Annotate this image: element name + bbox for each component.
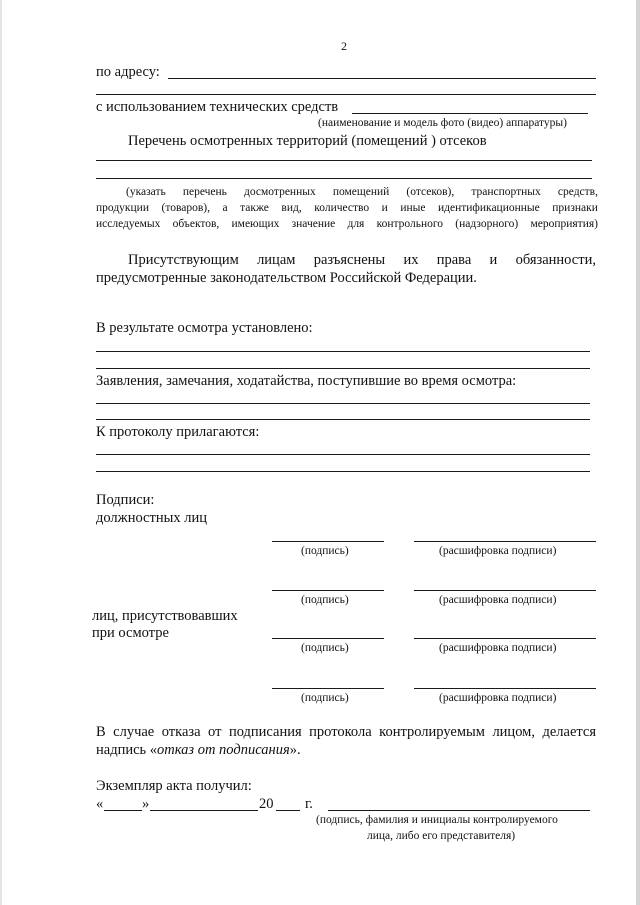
- tech-means-line: [352, 113, 588, 114]
- result-label: В результате осмотра установлено:: [96, 320, 313, 336]
- inspected-hint-line-1: (указать перечень досмотренных помещений (отсеков), транспортных средств,: [126, 186, 598, 198]
- date-open-quote: «: [96, 796, 104, 812]
- date-close-quote: »: [142, 796, 150, 812]
- refusal-phrase: отказ от подписания: [157, 742, 290, 758]
- address-line-1: [168, 78, 596, 79]
- attachments-line-1: [96, 454, 590, 455]
- refusal-paragraph-line-1: В случае отказа от подписания протокола контролируемым лицом, делается: [96, 724, 596, 740]
- decoding-line-4: [414, 688, 596, 689]
- result-line-2: [96, 368, 590, 369]
- tech-means-hint: (наименование и модель фото (видео) аппаратуры): [318, 117, 567, 129]
- inspected-line-2: [96, 178, 592, 179]
- decoding-line-1: [414, 541, 596, 542]
- recipient-hint-line-1: (подпись, фамилия и инициалы контролируемого: [316, 814, 558, 826]
- officials-label: должностных лиц: [96, 510, 207, 526]
- attachments-label: К протоколу прилагаются:: [96, 424, 260, 440]
- signature-hint-3: (подпись): [301, 642, 349, 654]
- statements-line-1: [96, 403, 590, 404]
- page-number: 2: [341, 39, 347, 53]
- statements-label: Заявления, замечания, ходатайства, поступившие во время осмотра:: [96, 373, 517, 389]
- decoding-line-2: [414, 590, 596, 591]
- rights-paragraph-line-2: предусмотренные законодательством Российской Федерации.: [96, 270, 477, 286]
- statements-line-2: [96, 419, 590, 420]
- recipient-hint-line-2: лица, либо его представителя): [367, 830, 516, 842]
- signature-hint-1: (подпись): [301, 545, 349, 557]
- signature-line-1: [272, 541, 384, 542]
- scan-left-edge: [0, 0, 2, 905]
- recipient-signature-line: [328, 810, 590, 811]
- decoding-hint-1: (расшифровка подписи): [439, 545, 557, 557]
- signature-line-3: [272, 638, 384, 639]
- result-line-1: [96, 351, 590, 352]
- decoding-hint-2: (расшифровка подписи): [439, 594, 557, 606]
- address-line-2: [96, 94, 596, 95]
- signatures-label: Подписи:: [96, 492, 155, 508]
- copy-received-label: Экземпляр акта получил:: [96, 778, 252, 794]
- rights-paragraph-line-1: Присутствующим лицам разъяснены их права и обязанности,: [128, 252, 596, 268]
- signature-line-4: [272, 688, 384, 689]
- inspected-hint-line-2: продукции (товаров), а также вид, количество и иные идентификационные признаки: [96, 202, 598, 214]
- decoding-hint-4: (расшифровка подписи): [439, 692, 557, 704]
- inspected-hint-line-3: исследуемых объектов, имеющих значение для контрольного (надзорного) мероприятия): [96, 218, 598, 230]
- signature-hint-2: (подпись): [301, 594, 349, 606]
- decoding-line-3: [414, 638, 596, 639]
- present-label-line-1: лиц, присутствовавших: [92, 608, 238, 624]
- present-label-line-2: при осмотре: [92, 625, 169, 641]
- address-label: по адресу:: [96, 64, 160, 80]
- signature-hint-4: (подпись): [301, 692, 349, 704]
- date-year-line: [276, 810, 300, 811]
- date-year-suffix: г.: [305, 796, 313, 812]
- inspected-list-label: Перечень осмотренных территорий (помещений ) отсеков: [128, 133, 487, 149]
- decoding-hint-3: (расшифровка подписи): [439, 642, 557, 654]
- date-century: 20: [259, 796, 274, 812]
- date-month-line: [150, 810, 258, 811]
- signature-line-2: [272, 590, 384, 591]
- tech-means-label: с использованием технических средств: [96, 99, 339, 115]
- scan-right-edge: [636, 0, 640, 905]
- date-day-line: [104, 810, 142, 811]
- inspected-line-1: [96, 160, 592, 161]
- attachments-line-2: [96, 471, 590, 472]
- refusal-paragraph-line-2: надпись «отказ от подписания».: [96, 742, 301, 758]
